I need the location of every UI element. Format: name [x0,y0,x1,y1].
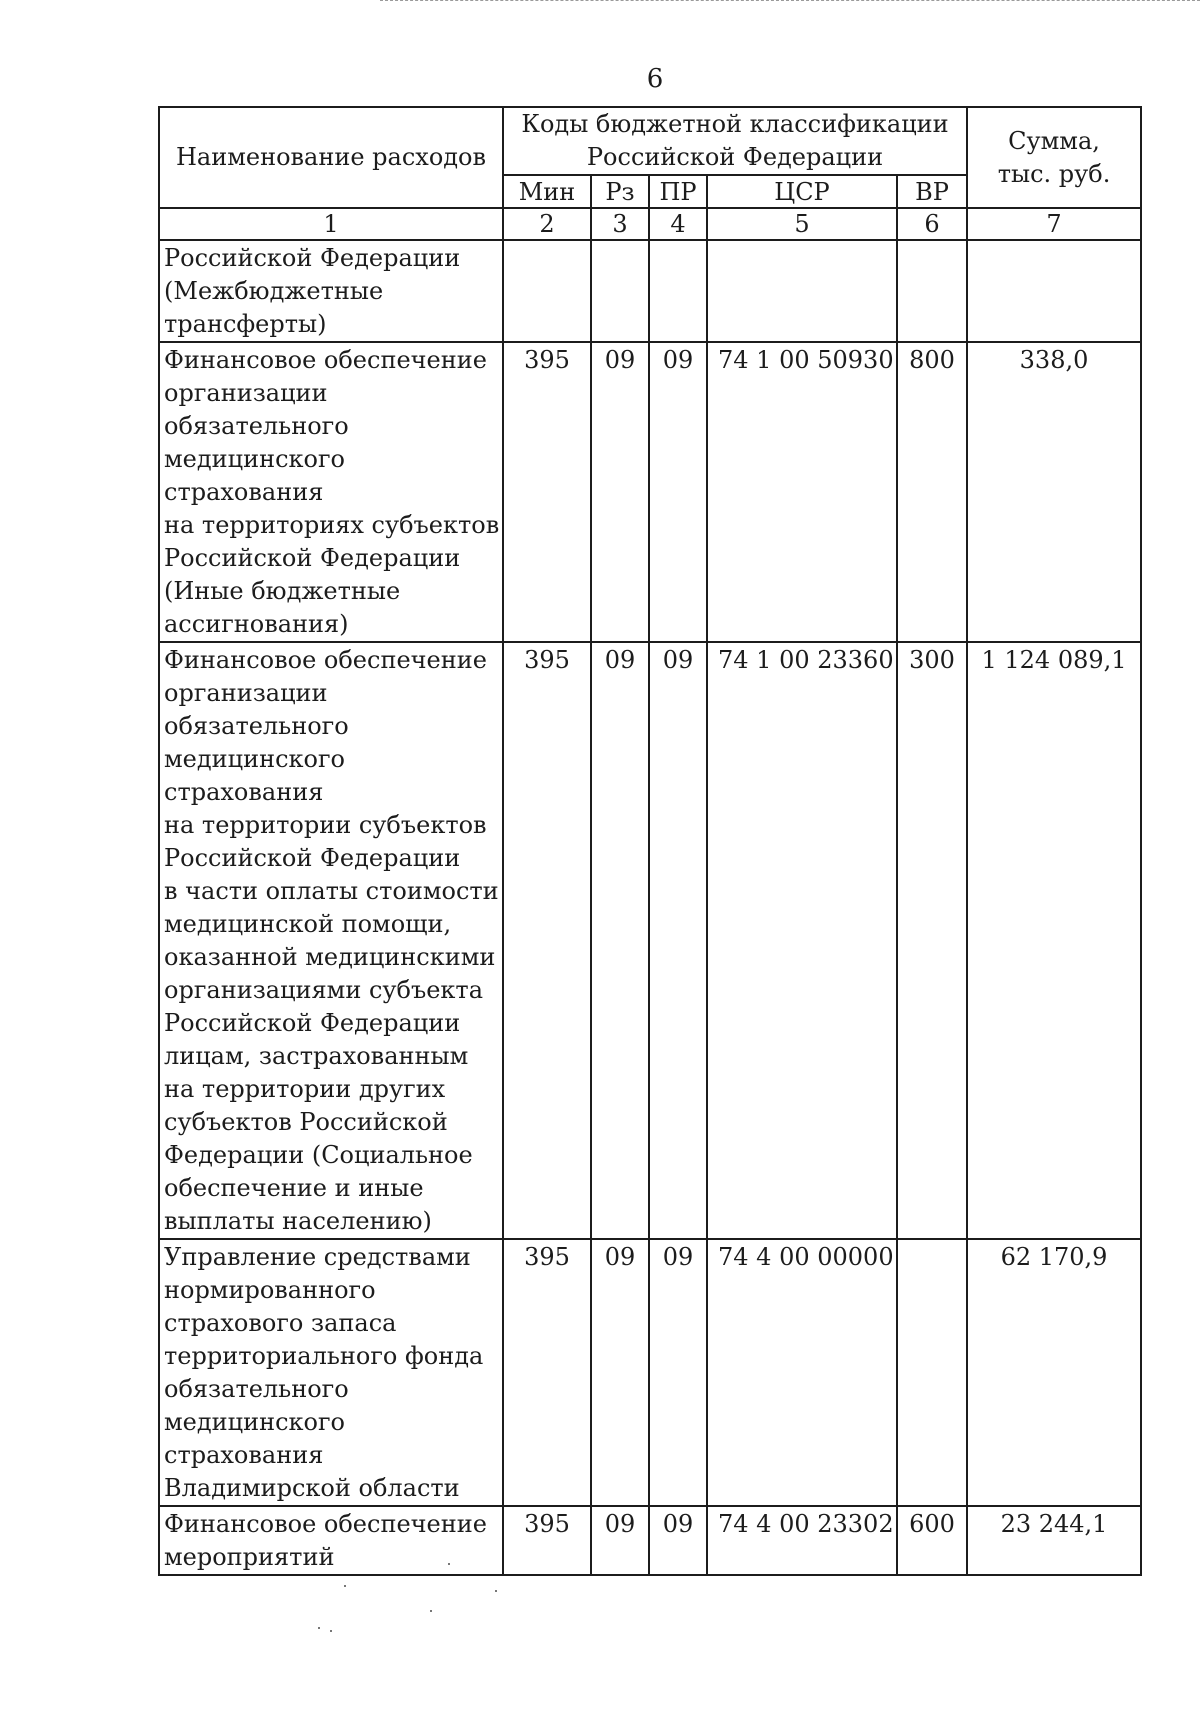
column-number-row [159,208,1141,240]
header-sum-line-1: Сумма, [1008,126,1100,155]
table-row [159,1239,1141,1506]
cell-pr: 09 [649,642,707,1239]
cell-csr: 74 4 00 00000 [707,1239,897,1506]
header-codes-line-2: Российской Федерации [586,143,884,171]
cell-pr [649,240,707,342]
cell-rz: 09 [591,342,649,642]
cell-rz: 09 [591,642,649,1239]
scan-top-edge [380,0,1200,2]
expense-name-line: обязательного [164,1375,349,1403]
header-min: Мин [503,175,591,208]
header-codes-group [503,107,967,175]
expense-name-line: нормированного [164,1276,376,1304]
expense-name-line: страхования [164,478,324,506]
header-sum [967,107,1141,208]
expense-name-line: обеспечение и иные [164,1174,424,1202]
expense-name-line: (Иные бюджетные [164,577,401,605]
expense-name-line: на территории субъектов [164,811,487,839]
expense-name-line: субъектов Российской [164,1108,448,1136]
header-pr: ПР [649,175,707,208]
cell-csr: 74 1 00 50930 [707,342,897,642]
expense-name-line: Российской Федерации [164,244,461,272]
cell-expense-name [159,240,503,342]
cell-csr [707,240,897,342]
cell-pr: 09 [649,342,707,642]
header-csr: ЦСР [707,175,897,208]
cell-expense-name [159,1506,503,1575]
expense-name-line: территориального фонда [164,1342,484,1370]
cell-sum: 1 124 089,1 [967,642,1141,1239]
header-sum-line-2: тыс. руб. [997,159,1111,188]
cell-vr: 300 [897,642,967,1239]
expense-name-line: медицинской помощи, [164,910,452,938]
table-row [159,240,1141,342]
expense-name-line: Финансовое обеспечение [164,646,487,674]
expense-name-line: медицинского [164,1408,345,1436]
col-number-4: 4 [649,208,707,240]
cell-expense-name [159,342,503,642]
expense-name-line: Финансовое обеспечение [164,1510,487,1538]
expense-name-line: обязательного [164,412,349,440]
header-name: Наименование расходов [159,107,503,208]
cell-sum: 62 170,9 [967,1239,1141,1506]
cell-rz: 09 [591,1506,649,1575]
budget-table [158,106,1142,1576]
col-number-3: 3 [591,208,649,240]
expense-name-line: организациями субъекта [164,976,484,1004]
table-row [159,342,1141,642]
cell-sum [967,240,1141,342]
cell-pr: 09 [649,1239,707,1506]
cell-min: 395 [503,642,591,1239]
cell-expense-name [159,1239,503,1506]
cell-min: 395 [503,1506,591,1575]
cell-vr: 800 [897,342,967,642]
expense-name-line: организации [164,679,328,707]
expense-name-line: страхового запаса [164,1309,397,1337]
expense-name-line: Российской Федерации [164,544,461,572]
expense-name-line: оказанной медицинскими [164,943,496,971]
expense-name-line: трансферты) [164,310,327,338]
expense-name-line: Российской Федерации [164,1009,461,1037]
cell-vr [897,240,967,342]
table-row [159,1506,1141,1575]
expense-name-line: выплаты населению) [164,1207,432,1235]
expense-name-line: страхования [164,778,324,806]
header-rz: Рз [591,175,649,208]
expense-name-line: в части оплаты стоимости [164,877,499,905]
cell-min [503,240,591,342]
expense-name-line: страхования [164,1441,324,1469]
col-number-7: 7 [967,208,1141,240]
cell-csr: 74 1 00 23360 [707,642,897,1239]
expense-name-line: на территориях субъектов [164,511,500,539]
expense-name-line: обязательного [164,712,349,740]
expense-name-line: Федерации (Социальное [164,1141,473,1169]
cell-rz: 09 [591,1239,649,1506]
col-number-1: 1 [159,208,503,240]
col-number-2: 2 [503,208,591,240]
cell-vr [897,1239,967,1506]
expense-name-line: мероприятий [164,1543,335,1571]
expense-name-line: лицам, застрахованным [164,1042,469,1070]
cell-vr: 600 [897,1506,967,1575]
expense-name-line: организации [164,379,328,407]
expense-name-line: Управление средствами [164,1243,471,1271]
header-vr: ВР [897,175,967,208]
expense-name-line: Российской Федерации [164,844,461,872]
cell-pr: 09 [649,1506,707,1575]
cell-sum: 338,0 [967,342,1141,642]
expense-name-line: (Межбюджетные [164,277,384,305]
cell-min: 395 [503,342,591,642]
cell-min: 395 [503,1239,591,1506]
cell-expense-name [159,642,503,1239]
expense-name-line: Финансовое обеспечение [164,346,487,374]
expense-name-line: медицинского [164,745,345,773]
table-row [159,642,1141,1239]
col-number-5: 5 [707,208,897,240]
expense-name-line: ассигнования) [164,610,349,638]
col-number-6: 6 [897,208,967,240]
expense-name-line: Владимирской области [164,1474,460,1502]
cell-sum: 23 244,1 [967,1506,1141,1575]
cell-csr: 74 4 00 23302 [707,1506,897,1575]
header-codes-line-1: Коды бюджетной классификации [521,110,949,138]
expense-name-line: на территории других [164,1075,446,1103]
expense-name-line: медицинского [164,445,345,473]
cell-rz [591,240,649,342]
page-number: 6 [646,64,664,94]
header-row-top [159,107,1141,175]
